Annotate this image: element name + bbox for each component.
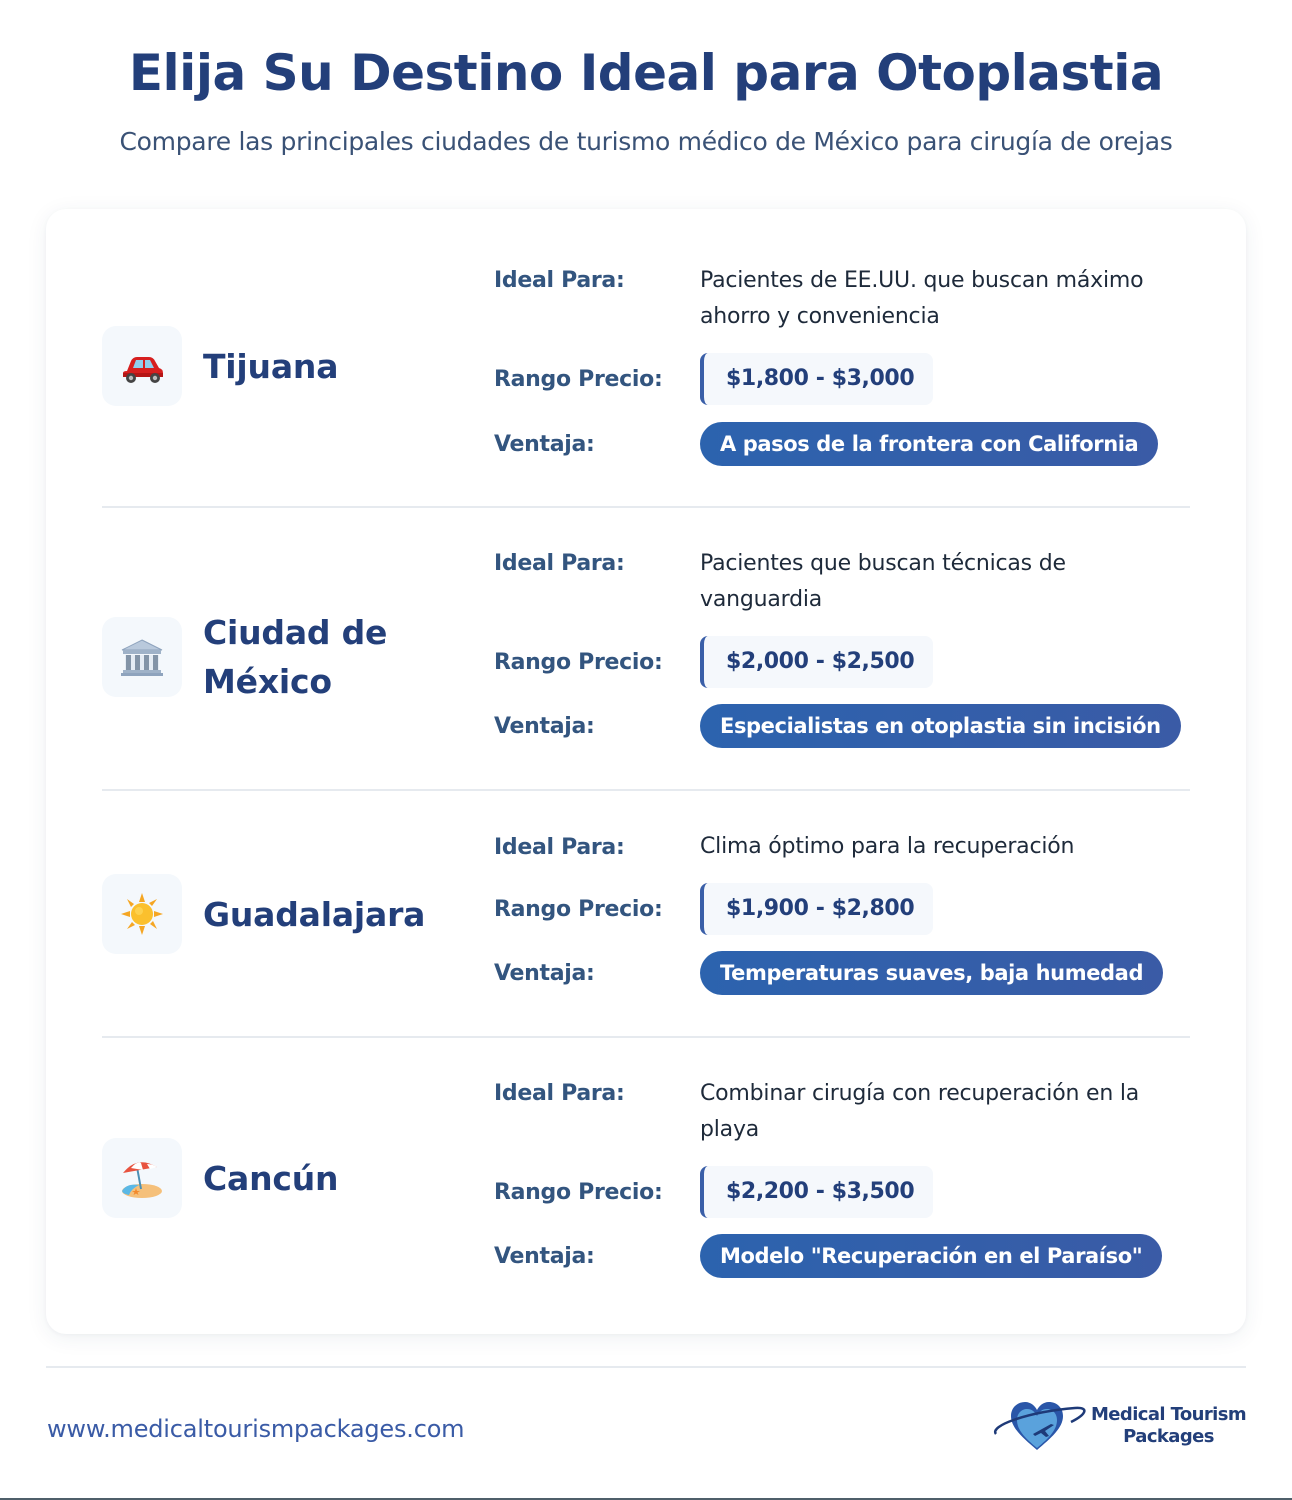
ideal-value: Combinar cirugía con recuperación en la playa bbox=[700, 1081, 1140, 1142]
city-name: Guadalajara bbox=[203, 894, 426, 934]
heart-airplane-logo-icon bbox=[993, 1398, 1087, 1454]
page-subtitle: Compare las principales ciudades de turismo médico de México para cirugía de orejas bbox=[119, 127, 1173, 156]
city-icon-box bbox=[102, 1138, 182, 1218]
destination-row-cancun bbox=[102, 1038, 1190, 1318]
city-block bbox=[102, 874, 443, 954]
destination-row-tijuana bbox=[102, 230, 1190, 508]
city-name: Ciudad de México bbox=[203, 613, 388, 701]
ideal-label: Ideal Para: bbox=[494, 1081, 625, 1106]
destination-row-ciudad-de-mexico bbox=[102, 508, 1190, 791]
advantage-pill: Especialistas en otoplastia sin incisión bbox=[700, 704, 1181, 748]
city-name: Tijuana bbox=[203, 346, 339, 386]
advantage-label: Ventaja: bbox=[494, 713, 595, 739]
price-range-badge: $2,000 - $2,500 bbox=[700, 636, 933, 688]
car-icon bbox=[117, 341, 167, 391]
city-block bbox=[102, 326, 443, 406]
price-label: Rango Precio: bbox=[494, 896, 663, 922]
advantage-label: Ventaja: bbox=[494, 960, 595, 986]
destination-row-guadalajara bbox=[102, 791, 1190, 1038]
price-range-badge: $1,800 - $3,000 bbox=[700, 353, 933, 405]
beach-umbrella-icon bbox=[117, 1153, 167, 1203]
classical-building-icon bbox=[117, 632, 167, 682]
ideal-value: Pacientes que buscan técnicas de vanguardia bbox=[700, 551, 1066, 612]
price-label: Rango Precio: bbox=[494, 366, 663, 392]
city-block bbox=[102, 608, 443, 706]
sun-icon bbox=[117, 889, 167, 939]
page-title: Elija Su Destino Ideal para Otoplastia bbox=[128, 44, 1164, 102]
price-range-badge: $1,900 - $2,800 bbox=[700, 883, 933, 935]
ideal-label: Ideal Para: bbox=[494, 551, 625, 576]
advantage-pill: A pasos de la frontera con California bbox=[700, 422, 1158, 466]
logo-wordmark: Medical Tourism Packages bbox=[1091, 1404, 1247, 1447]
city-icon-box bbox=[102, 874, 182, 954]
destinations-card bbox=[46, 209, 1246, 1334]
price-label: Rango Precio: bbox=[494, 1179, 663, 1205]
advantage-pill: Temperaturas suaves, baja humedad bbox=[700, 951, 1163, 995]
ideal-value: Pacientes de EE.UU. que buscan máximo ahorro y conveniencia bbox=[700, 268, 1144, 329]
advantage-pill: Modelo "Recuperación en el Paraíso" bbox=[700, 1234, 1162, 1278]
advantage-label: Ventaja: bbox=[494, 1243, 595, 1269]
footer-divider bbox=[46, 1366, 1246, 1368]
ideal-label: Ideal Para: bbox=[494, 834, 625, 860]
ideal-label: Ideal Para: bbox=[494, 268, 625, 293]
city-icon-box bbox=[102, 326, 182, 406]
advantage-label: Ventaja: bbox=[494, 431, 595, 457]
city-icon-box bbox=[102, 617, 182, 697]
brand-logo bbox=[993, 1398, 1246, 1454]
website-link[interactable]: www.medicaltourismpackages.com bbox=[47, 1415, 465, 1443]
city-name: Cancún bbox=[203, 1158, 339, 1198]
price-range-badge: $2,200 - $3,500 bbox=[700, 1166, 933, 1218]
city-block bbox=[102, 1138, 443, 1218]
price-label: Rango Precio: bbox=[494, 649, 663, 675]
ideal-value: Clima óptimo para la recuperación bbox=[700, 834, 1075, 859]
